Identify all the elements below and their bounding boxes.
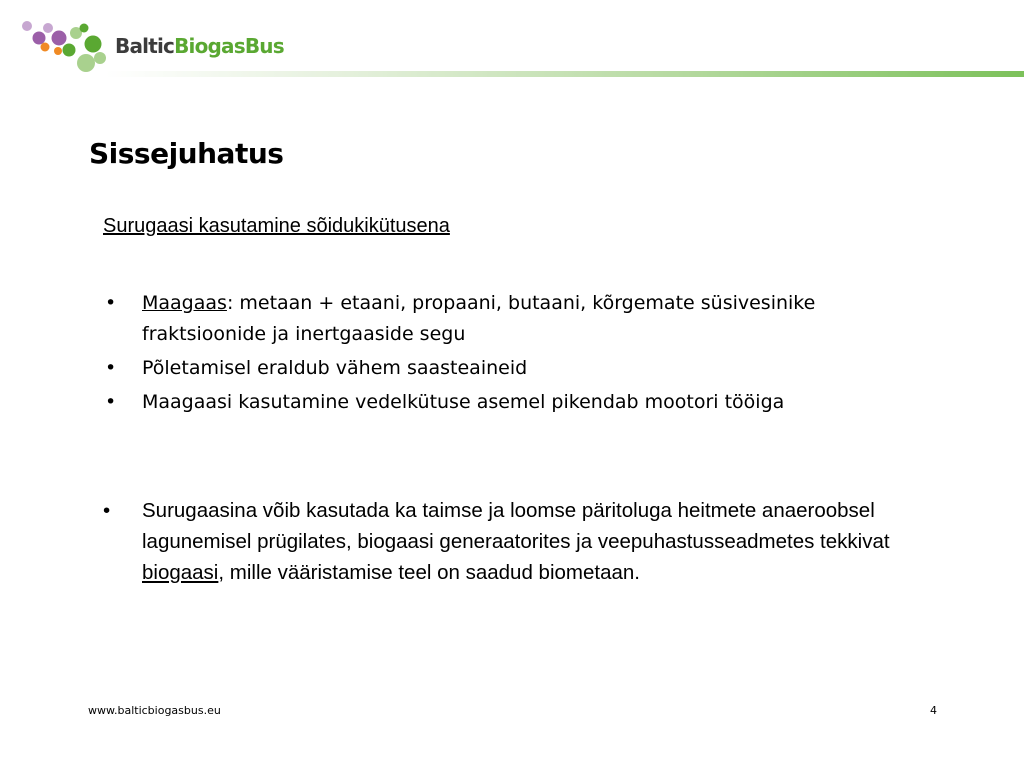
brand-logo (18, 18, 288, 78)
bullet-marker: • (105, 357, 117, 379)
paragraph-text-before: Surugaasina võib kasutada ka taimse ja loomse päritoluga heitmete anaeroobsel lagunemisel prügilates, biogaasi generaatorites ja veepuhastusseadmetes tekkivat (142, 499, 890, 553)
slide-number: 4 (930, 704, 937, 717)
bullet-text: Maagaasi kasutamine vedelkütuse asemel pikendab mootori tööiga (142, 391, 785, 413)
footer-url: www.balticbiogasbus.eu (88, 704, 221, 717)
list-item (103, 387, 863, 418)
bullet-text: : metaan + etaani, propaani, butaani, kõrgemate süsivesinike fraktsioonide ja inertgaaside segu (142, 292, 816, 345)
bullet-list (103, 288, 863, 421)
bubbles-logo-icon (18, 18, 113, 78)
bullet-text: Põletamisel eraldub vähem saasteaineid (142, 357, 528, 379)
header-divider (105, 71, 1024, 77)
bullet-marker: • (105, 292, 117, 314)
bullet-term: Maagaas (142, 292, 227, 314)
brand-word-baltic: Baltic (115, 34, 175, 58)
slide-subtitle: Surugaasi kasutamine sõidukikütusena (103, 215, 450, 237)
paragraph-bullet-list (103, 495, 893, 588)
list-item (103, 353, 863, 384)
list-item (103, 288, 863, 350)
brand-word-biogasbus: BiogasBus (174, 34, 284, 58)
list-item (103, 495, 893, 588)
page-title: Sissejuhatus (89, 137, 284, 170)
bullet-marker: • (105, 391, 117, 413)
brand-wordmark (115, 34, 284, 58)
biogaasi-link[interactable]: biogaasi (142, 561, 219, 584)
paragraph-text-after: , mille vääristamise teel on saadud biometaan. (218, 561, 640, 584)
bullet-marker: • (103, 499, 111, 522)
